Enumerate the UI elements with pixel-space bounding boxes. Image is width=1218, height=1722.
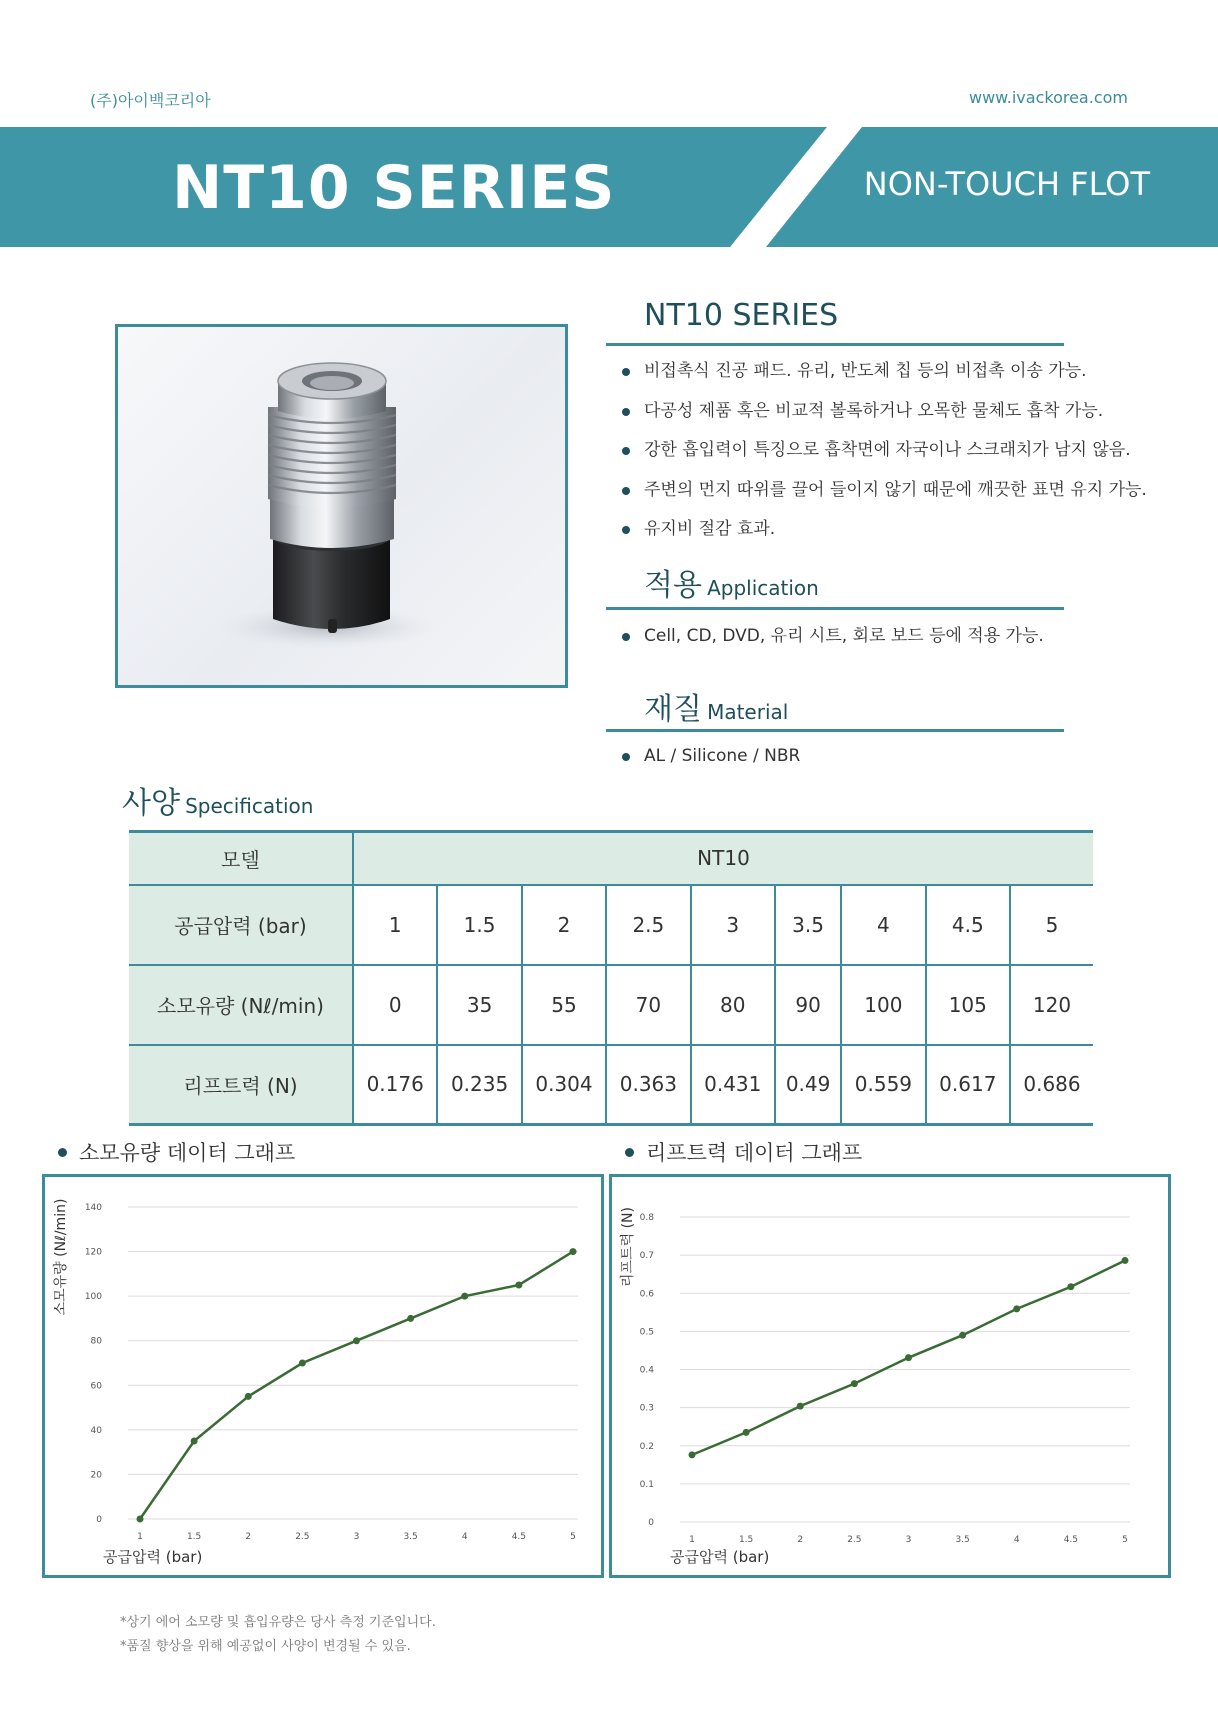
data-point (137, 1516, 144, 1523)
data-point (959, 1332, 966, 1339)
y-tick-label: 0.6 (639, 1289, 654, 1300)
data-point (407, 1315, 414, 1322)
x-tick-label: 5 (1122, 1535, 1128, 1545)
y-tick-label: 80 (90, 1336, 102, 1347)
data-point (1013, 1305, 1020, 1312)
data-point (1067, 1283, 1074, 1290)
x-tick-label: 4 (1013, 1535, 1020, 1545)
x-tick-label: 2.5 (847, 1535, 862, 1545)
table-cell: 4 (841, 885, 925, 965)
y-tick-label: 0 (648, 1518, 654, 1528)
lift-graph-title-text: 리프트력 데이터 그래프 (646, 1141, 863, 1165)
spec-heading-en: Specification (185, 794, 314, 818)
website-link[interactable]: www.ivackorea.com (968, 88, 1128, 107)
product-image (115, 324, 568, 688)
table-cell: 0.559 (841, 1045, 925, 1125)
series-subtitle: NON-TOUCH FLOT (863, 165, 1150, 203)
x-tick-label: 3.5 (403, 1532, 418, 1542)
y-tick-label: 0.3 (639, 1403, 654, 1414)
flow-chart-svg (45, 1177, 601, 1575)
application-heading (606, 560, 1064, 610)
bullet-dot-icon (58, 1148, 67, 1157)
data-point (299, 1360, 306, 1367)
table-cell: 0.176 (353, 1045, 437, 1125)
data-point (191, 1438, 198, 1445)
x-tick-label: 5 (570, 1532, 576, 1542)
x-tick-label: 3 (905, 1535, 912, 1545)
application-list (620, 617, 1044, 657)
table-cell: 4.5 (926, 885, 1010, 965)
x-tick-label: 4.5 (1063, 1535, 1079, 1545)
lift-chart-svg (612, 1177, 1168, 1575)
data-point (797, 1403, 804, 1410)
x-axis-label: 공급압력 (bar) (103, 1548, 203, 1566)
data-point (515, 1282, 522, 1289)
y-tick-label: 0 (96, 1515, 102, 1525)
feature-item: 주변의 먼지 따위를 끌어 들이지 않기 때문에 깨끗한 표면 유지 가능. (620, 471, 1147, 511)
x-tick-label: 1 (689, 1535, 695, 1545)
table-cell: 70 (606, 965, 690, 1045)
table-cell: 0.235 (437, 1045, 521, 1125)
lift-graph-title (625, 1137, 862, 1167)
feature-list (620, 352, 1147, 550)
data-point (689, 1451, 696, 1458)
row-label: 소모유량 (Nℓ/min) (129, 965, 353, 1045)
y-tick-label: 0.7 (639, 1251, 654, 1262)
y-tick-label: 0.4 (639, 1365, 654, 1376)
data-point (570, 1248, 577, 1255)
y-axis-label: 리프트력 (N) (620, 1207, 636, 1287)
y-tick-label: 0.1 (639, 1479, 654, 1490)
data-point (1122, 1257, 1129, 1264)
footnote: *상기 에어 소모량 및 흡입유량은 당사 측정 기준입니다. (120, 1615, 436, 1630)
data-point (851, 1380, 858, 1387)
table-cell: 55 (522, 965, 606, 1045)
table-row-flow (129, 965, 1093, 1045)
table-cell: 80 (691, 965, 775, 1045)
row-label: 공급압력 (bar) (129, 885, 353, 965)
row-label: 리프트력 (N) (129, 1045, 353, 1125)
x-axis-label: 공급압력 (bar) (670, 1548, 770, 1566)
product-heading-text: NT10 SERIES (644, 298, 839, 333)
spec-heading-ko: 사양 (122, 786, 180, 821)
y-axis-label: 소모유량 (Nℓ/min) (53, 1198, 69, 1316)
x-tick-label: 2.5 (295, 1532, 310, 1542)
y-tick-label: 140 (84, 1203, 102, 1213)
model-value: NT10 (353, 832, 1093, 885)
material-heading-en: Material (707, 700, 789, 724)
application-heading-en: Application (707, 576, 819, 600)
y-tick-label: 0.5 (639, 1327, 654, 1338)
data-point (245, 1393, 252, 1400)
x-tick-label: 3.5 (955, 1535, 970, 1545)
footnote: *품질 향상을 위해 예공없이 사양이 변경될 수 있음. (120, 1639, 411, 1654)
application-heading-ko: 적용 (644, 568, 702, 603)
y-tick-label: 0.2 (639, 1441, 654, 1452)
y-tick-label: 60 (90, 1381, 102, 1392)
title-banner (0, 127, 1218, 247)
table-cell: 0.304 (522, 1045, 606, 1125)
feature-item: 다공성 제품 혹은 비교적 볼록하거나 오목한 물체도 흡착 가능. (620, 392, 1147, 432)
series-title: NT10 SERIES (172, 153, 616, 223)
table-cell: 105 (926, 965, 1010, 1045)
table-row-pressure (129, 885, 1093, 965)
table-cell: 0.49 (775, 1045, 841, 1125)
x-tick-label: 1 (137, 1532, 143, 1542)
x-tick-label: 4 (461, 1532, 468, 1542)
lift-chart (609, 1174, 1171, 1578)
feature-item: 강한 흡입력이 특징으로 흡착면에 자국이나 스크래치가 남지 않음. (620, 431, 1147, 471)
material-list (620, 737, 800, 777)
bullet-dot-icon (625, 1148, 634, 1157)
table-cell: 5 (1010, 885, 1093, 965)
flow-chart (42, 1174, 604, 1578)
x-tick-label: 1.5 (738, 1535, 754, 1545)
data-point (743, 1429, 750, 1436)
spec-heading (122, 778, 313, 822)
feature-item: 비접촉식 진공 패드. 유리, 반도체 칩 등의 비접촉 이송 가능. (620, 352, 1147, 392)
table-cell: 35 (437, 965, 521, 1045)
flow-graph-title (58, 1137, 295, 1167)
material-heading (606, 684, 1064, 732)
table-cell: 3 (691, 885, 775, 965)
table-cell: 0.686 (1010, 1045, 1093, 1125)
table-cell: 0.431 (691, 1045, 775, 1125)
y-tick-label: 100 (84, 1292, 102, 1303)
spec-table (129, 830, 1093, 1126)
x-tick-label: 4.5 (511, 1532, 527, 1542)
y-tick-label: 0.8 (639, 1213, 654, 1223)
y-tick-label: 40 (90, 1425, 102, 1436)
x-tick-label: 2 (797, 1535, 804, 1545)
company-name: (주)아이백코리아 (90, 91, 211, 110)
table-cell: 1.5 (437, 885, 521, 965)
application-item: Cell, CD, DVD, 유리 시트, 회로 보드 등에 적용 가능. (620, 617, 1044, 657)
table-cell: 0.617 (926, 1045, 1010, 1125)
table-cell: 1 (353, 885, 437, 965)
y-tick-label: 120 (84, 1247, 102, 1258)
flow-graph-title-text: 소모유량 데이터 그래프 (79, 1141, 296, 1165)
material-item: AL / Silicone / NBR (620, 737, 800, 777)
table-cell: 120 (1010, 965, 1093, 1045)
feature-item: 유지비 절감 효과. (620, 510, 1147, 550)
y-tick-label: 20 (90, 1470, 102, 1481)
table-row-model (129, 832, 1093, 885)
table-cell: 2 (522, 885, 606, 965)
product-heading (606, 298, 1064, 346)
table-cell: 3.5 (775, 885, 841, 965)
vacuum-pad-illustration (118, 327, 565, 685)
material-heading-ko: 재질 (644, 692, 702, 727)
table-cell: 0 (353, 965, 437, 1045)
data-point (905, 1354, 912, 1361)
x-tick-label: 1.5 (186, 1532, 202, 1542)
table-cell: 100 (841, 965, 925, 1045)
table-cell: 2.5 (606, 885, 690, 965)
x-tick-label: 3 (353, 1532, 360, 1542)
data-point (461, 1293, 468, 1300)
data-point (353, 1337, 360, 1344)
x-tick-label: 2 (245, 1532, 252, 1542)
table-cell: 0.363 (606, 1045, 690, 1125)
model-label: 모델 (129, 832, 353, 885)
table-cell: 90 (775, 965, 841, 1045)
table-row-lift (129, 1045, 1093, 1125)
